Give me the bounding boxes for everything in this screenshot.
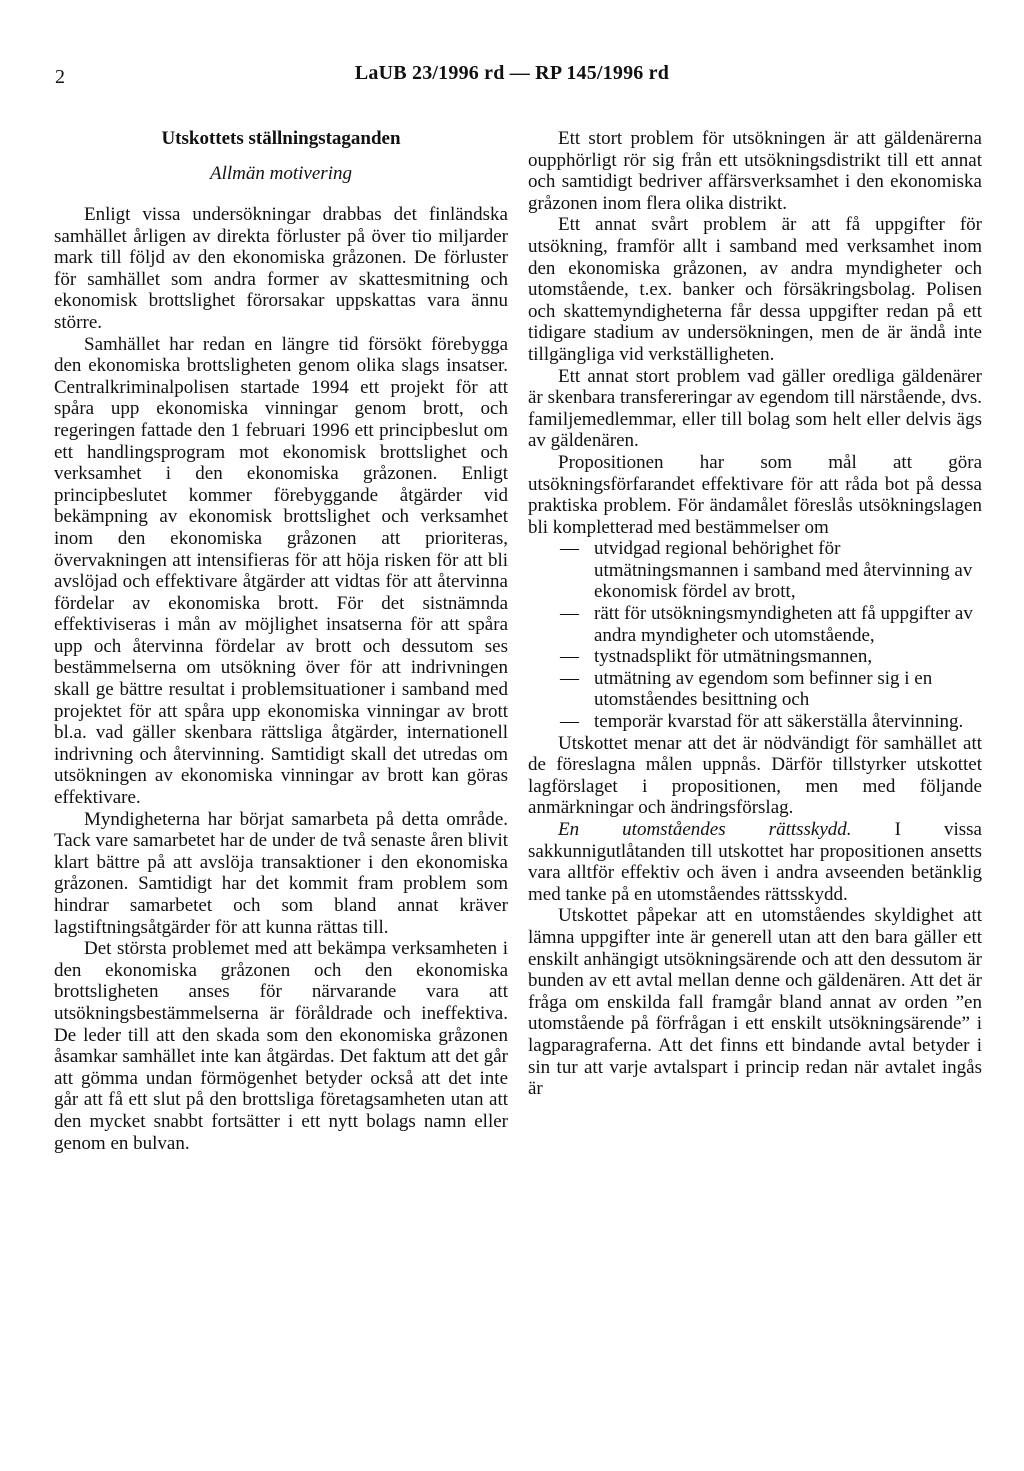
- list-item: — temporär kvarstad för att säkerställa återvinning.: [528, 711, 982, 733]
- paragraph: Utskottet menar att det är nödvändigt för samhället att de föreslagna målen uppnås. Därför tillstyrker utskottet lagförslaget i propositionen, men med följande anmärkningar och ändringsförslag.: [528, 732, 982, 819]
- right-column: [528, 128, 982, 1100]
- paragraph: Det största problemet med att bekämpa verksamheten i den ekonomiska gråzonen och den ekonomiska brottsligheten anses för närvarande vara att utsökningsbestämmelserna är föråldrade och ineffektiva. De leder till att den skada som den ekonomiska gråzonen åsamkar samhället inte kan åtgärdas. Det faktum att det går att gömma undan förmögenhet betyder också att det inte går att få ett slut på den brottsliga företagsamheten utan att den mycket snabbt fortsätter i ett nytt bolags namn eller genom en bulvan.: [54, 938, 508, 1154]
- running-title: LaUB 23/1996 rd — RP 145/1996 rd: [354, 62, 670, 84]
- paragraph: Propositionen har som mål att göra utsökningsförfarandet effektivare för att råda bot på dessa praktiska problem. För ändamålet föreslås utsökningslagen bli kompletterad med bestämmelser om: [528, 451, 982, 538]
- paragraph: Samhället har redan en längre tid försökt förebygga den ekonomiska brottsligheten genom olika slags insatser. Centralkriminalpolisen startade 1994 ett projekt för att spåra upp ekonomiska vinningar genom brott, och regeringen fattade den 1 februari 1996 ett principbeslut om ett handlingsprogram mot ekonomisk brottslighet och verksamhet i den ekonomiska gråzonen. Enligt principbeslutet kommer förebyggande åtgärder vid bekämpning av ekonomisk brottslighet och verksamhet inom den ekonomiska gråzonen att prioriteras, övervakningen att intensifieras för att höja risken för att bli avslöjad och effektivare åtgärder att vidtas för att återvinna fördelar av ekonomiska brott. För det sistnämnda effektiviseras i mån av möjlighet insatserna för att spåra upp och återvinna fördelar av brott och dessutom ses bestämmelserna om utsökning över för att indrivningen skall ge bättre resultat i problemsituationer i samband med projektet för att spåra upp ekonomiska vinningar av brott bl.a. vad gäller skenbara rättsliga åtgärder, internationell indrivning och återvinning. Samtidigt skall det utredas om utsökningen av ekonomiska vinningar av brott kan göras effektivare.: [54, 333, 508, 809]
- paragraph: Ett annat stort problem vad gäller oredliga gäldenärer är skenbara transfereringar av egendom till närstående, dvs. familjemedlemmar, eller till bolag som helt eller delvis ägs av gäldenären.: [528, 365, 982, 452]
- paragraph: Enligt vissa undersökningar drabbas det finländska samhället årligen av direkta förluster på över tio miljarder mark till följd av den ekonomiska gråzonen. De förluster för samhället som andra former av skattesmitning och ekonomisk brottslighet förorsakar uppskattas vara ännu större.: [54, 204, 508, 333]
- paragraph: Utskottet påpekar att en utomståendes skyldighet att lämna uppgifter inte är generell utan att den bara gäller ett enskilt anhängigt utsökningsärende och att den dessutom är bunden av ett avtal mellan denne och gäldenären. Att det är fråga om enskilda fall framgår bland annat av orden ”en utomstående på förfrågan i ett enskilt utsökningsärende” i lagparagraferna. Att det finns ett bindande avtal betyder i sin tur att varje avtalspart i princip redan när avtalet ingås är: [528, 905, 982, 1100]
- paragraph-runin: [528, 819, 982, 905]
- list-item: — tystnadsplikt för utmätningsmannen,: [528, 646, 982, 668]
- left-column: [54, 128, 508, 1154]
- paragraph: Myndigheterna har börjat samarbeta på detta område. Tack vare samarbetet har de under de två senaste åren blivit klart bättre på att avslöja transaktioner i den ekonomiska gråzonen. Samtidigt har det kommit fram problem som hindrar samarbetet och som bland annat kräver lagstiftningsåtgärder för att kunna rättas till.: [54, 808, 508, 938]
- proposal-list: [528, 538, 982, 732]
- list-item: — rätt för utsökningsmyndigheten att få uppgifter av andra myndigheter och utomstående,: [528, 603, 982, 646]
- sub-heading: Allmän motivering: [210, 163, 352, 184]
- list-item: — utvidgad regional behörighet för utmätningsmannen i samband med återvinning av ekonomisk fördel av brott,: [528, 538, 982, 603]
- runin-heading: En utomståendes rättsskydd.: [558, 819, 852, 840]
- paragraph: Ett stort problem för utsökningen är att gäldenärerna oupphörligt rör sig från ett utsökningsdistrikt till ett annat och samtidigt bedriver affärsverksamhet i den ekonomiska gråzonen inom flera olika distrikt.: [528, 128, 982, 214]
- section-heading: Utskottets ställningstaganden: [161, 128, 401, 149]
- paragraph: Ett annat svårt problem är att få uppgifter för utsökning, framför allt i samband med verksamhet inom den ekonomiska gråzonen, av andra myndigheter och utomstående, t.ex. banker och försäkringsbolag. Polisen och skattemyndigheterna får dessa uppgifter redan på ett tidigare stadium av undersökningen, men de är ändå inte tillgängliga vid verkställigheten.: [528, 214, 982, 365]
- list-item: — utmätning av egendom som befinner sig i en utomståendes besittning och: [528, 668, 982, 711]
- runin-text: I vissa sakkunnigutlåtanden till utskottet har propositionen ansetts vara alltför effektiv och även i andra avseenden betänklig med tanke på en utomståendes rättsskydd.: [528, 819, 982, 905]
- page-number: 2: [55, 66, 65, 88]
